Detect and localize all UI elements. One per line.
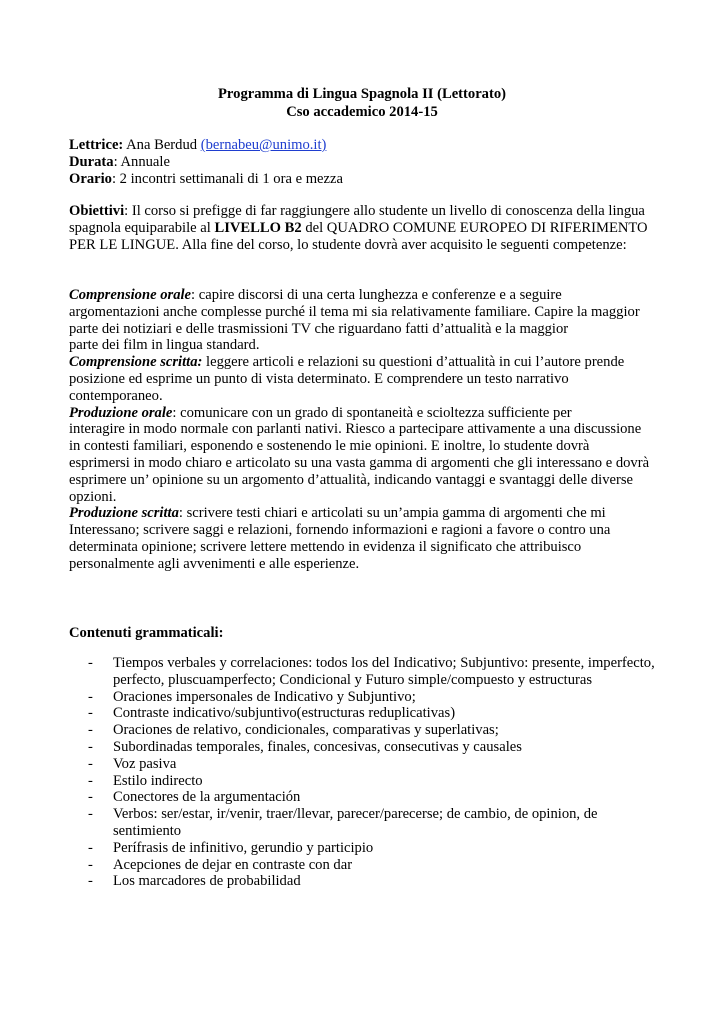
bullet-dash: - <box>88 755 93 772</box>
lettrice-name: Ana Berdud <box>123 137 201 153</box>
obiettivi-text: del QUADRO COMUNE EUROPEO DI RIFERIMENTO <box>301 219 648 236</box>
bullet-dash: - <box>88 738 93 755</box>
bullet-dash: - <box>88 839 93 856</box>
produzione-orale-text: esprimersi in modo chiaro e articolato su una vasta gamma di argomenti che gli interessano e dovrà <box>69 454 650 471</box>
produzione-scritta-text: Interessano; scrivere saggi e relazioni, fornendo informazioni e ragioni a favore o contro una <box>69 522 611 539</box>
list-item-text: Verbos: ser/estar, ir/venir, traer/llevar, parecer/parecerse; de cambio, de opinion, de <box>113 806 598 823</box>
orario-row <box>69 171 343 188</box>
orario-label: Orario <box>69 171 112 187</box>
title-line-2: Cso accademico 2014-15 <box>286 104 438 120</box>
orario-value: : 2 incontri settimanali di 1 ora e mezza <box>111 171 343 187</box>
obiettivi-paragraph <box>69 203 669 253</box>
lettrice-row <box>69 137 343 154</box>
course-info <box>69 137 343 188</box>
grammar-list <box>88 655 668 890</box>
list-item-text: Subordinadas temporales, finales, concesivas, consecutivas y causales <box>113 738 522 755</box>
list-item <box>88 857 668 874</box>
grammar-heading: Contenuti grammaticali: <box>69 625 224 641</box>
competenze-section <box>69 287 669 573</box>
obiettivi-label: Obiettivi <box>69 203 125 219</box>
bullet-dash: - <box>88 856 93 873</box>
comprensione-orale-text: parte dei film in lingua standard. <box>69 337 260 354</box>
produzione-scritta-text: determinata opinione; scrivere lettere mettendo in evidenza il significato che attribuisco <box>69 538 582 555</box>
list-item-text: Contraste indicativo/subjuntivo(estructuras reduplicativas) <box>113 705 456 722</box>
bullet-dash: - <box>88 873 93 890</box>
list-item-text: sentimiento <box>113 822 182 839</box>
produzione-scritta-text: : scrivere testi chiari e articolati su un’ampia gamma di argomenti che mi <box>178 505 606 522</box>
list-item <box>88 873 668 890</box>
lettrice-email-link[interactable]: (bernabeu@unimo.it) <box>200 137 327 153</box>
list-item <box>88 722 668 739</box>
list-item <box>88 756 668 773</box>
comprensione-orale-label: Comprensione orale <box>69 287 192 303</box>
produzione-orale-text: opzioni. <box>69 488 117 505</box>
list-item <box>88 689 668 706</box>
list-item-text: Perífrasis de infinitivo, gerundio y participio <box>113 839 374 856</box>
livello-b2: LIVELLO B2 <box>214 219 302 236</box>
bullet-dash: - <box>88 789 93 806</box>
list-item-text: Oraciones de relativo, condicionales, comparativas y superlativas; <box>113 722 499 739</box>
comprensione-orale-text: parte dei notiziari e delle trasmissioni TV che riguardano fatti d’attualità e la maggior <box>69 320 569 337</box>
comprensione-scritta-text: contemporaneo. <box>69 387 163 404</box>
produzione-orale-text: : comunicare con un grado di spontaneità e scioltezza sufficiente per <box>172 404 572 421</box>
bullet-dash: - <box>88 772 93 789</box>
list-item-text: perfecto, pluscuamperfecto; Condicional y Futuro simple/compuesto y estructuras <box>113 671 593 688</box>
list-item-text: Estilo indirecto <box>113 772 203 789</box>
obiettivi-text: : Il corso si prefigge di far raggiungere allo studente un livello di conoscenza della lingua <box>124 203 645 219</box>
obiettivi-text: PER LE LINGUE. Alla fine del corso, lo studente dovrà aver acquisito le seguenti competenze: <box>69 236 627 253</box>
list-item <box>88 705 668 722</box>
comprensione-orale-text: : capire discorsi di una certa lunghezza e conferenze e a seguire <box>191 287 562 303</box>
produzione-scritta-label: Produzione scritta <box>69 505 179 522</box>
durata-value: : Annuale <box>113 154 170 170</box>
list-item <box>88 739 668 756</box>
list-item-text: Los marcadores de probabilidad <box>113 873 301 890</box>
list-item <box>88 655 668 689</box>
list-item <box>88 806 668 840</box>
list-item-text: Oraciones impersonales de Indicativo y Subjuntivo; <box>113 688 416 705</box>
durata-row <box>69 154 343 171</box>
bullet-dash: - <box>88 722 93 739</box>
bullet-dash: - <box>88 806 93 823</box>
lettrice-label: Lettrice: <box>69 137 124 153</box>
comprensione-scritta-label: Comprensione scritta: <box>69 354 203 371</box>
bullet-dash: - <box>88 705 93 722</box>
comprensione-scritta-text: posizione ed esprime un punto di vista determinato. E comprendere un testo narrativo <box>69 370 569 387</box>
durata-label: Durata <box>69 154 114 170</box>
produzione-orale-text: esprimere un’ opinione su un argomento d’attualità, indicando vantaggi e svantaggi delle diverse <box>69 471 633 488</box>
list-item <box>88 789 668 806</box>
list-item <box>88 773 668 790</box>
produzione-orale-label: Produzione orale <box>69 404 173 421</box>
list-item <box>88 840 668 857</box>
bullet-dash: - <box>88 688 93 705</box>
comprensione-orale-text: argomentazioni anche complesse purché il tema mi sia relativamente familiare. Capire la maggior <box>69 303 640 320</box>
list-item-text: Conectores de la argumentación <box>113 789 301 806</box>
produzione-orale-text: in contesti familiari, esponendo e sostenendo le mie opinioni. E inoltre, lo studente dovrà <box>69 438 590 455</box>
produzione-orale-text: interagire in modo normale con parlanti nativi. Riesco a partecipare attivamente a una discussione <box>69 421 642 438</box>
title-line-1: Programma di Lingua Spagnola II (Lettorato) <box>218 86 506 102</box>
produzione-scritta-text: personalmente agli avvenimenti e alle esperienze. <box>69 555 360 572</box>
list-item-text: Tiempos verbales y correlaciones: todos los del Indicativo; Subjuntivo: presente, imperfecto, <box>113 655 655 671</box>
list-item-text: Voz pasiva <box>113 755 177 772</box>
comprensione-scritta-text: leggere articoli e relazioni su questioni d’attualità in cui l’autore prende <box>202 354 625 371</box>
obiettivi-text: spagnola equiparabile al <box>69 219 215 236</box>
list-item-text: Acepciones de dejar en contraste con dar <box>113 856 353 873</box>
document-title <box>0 86 724 122</box>
bullet-dash: - <box>88 655 93 671</box>
